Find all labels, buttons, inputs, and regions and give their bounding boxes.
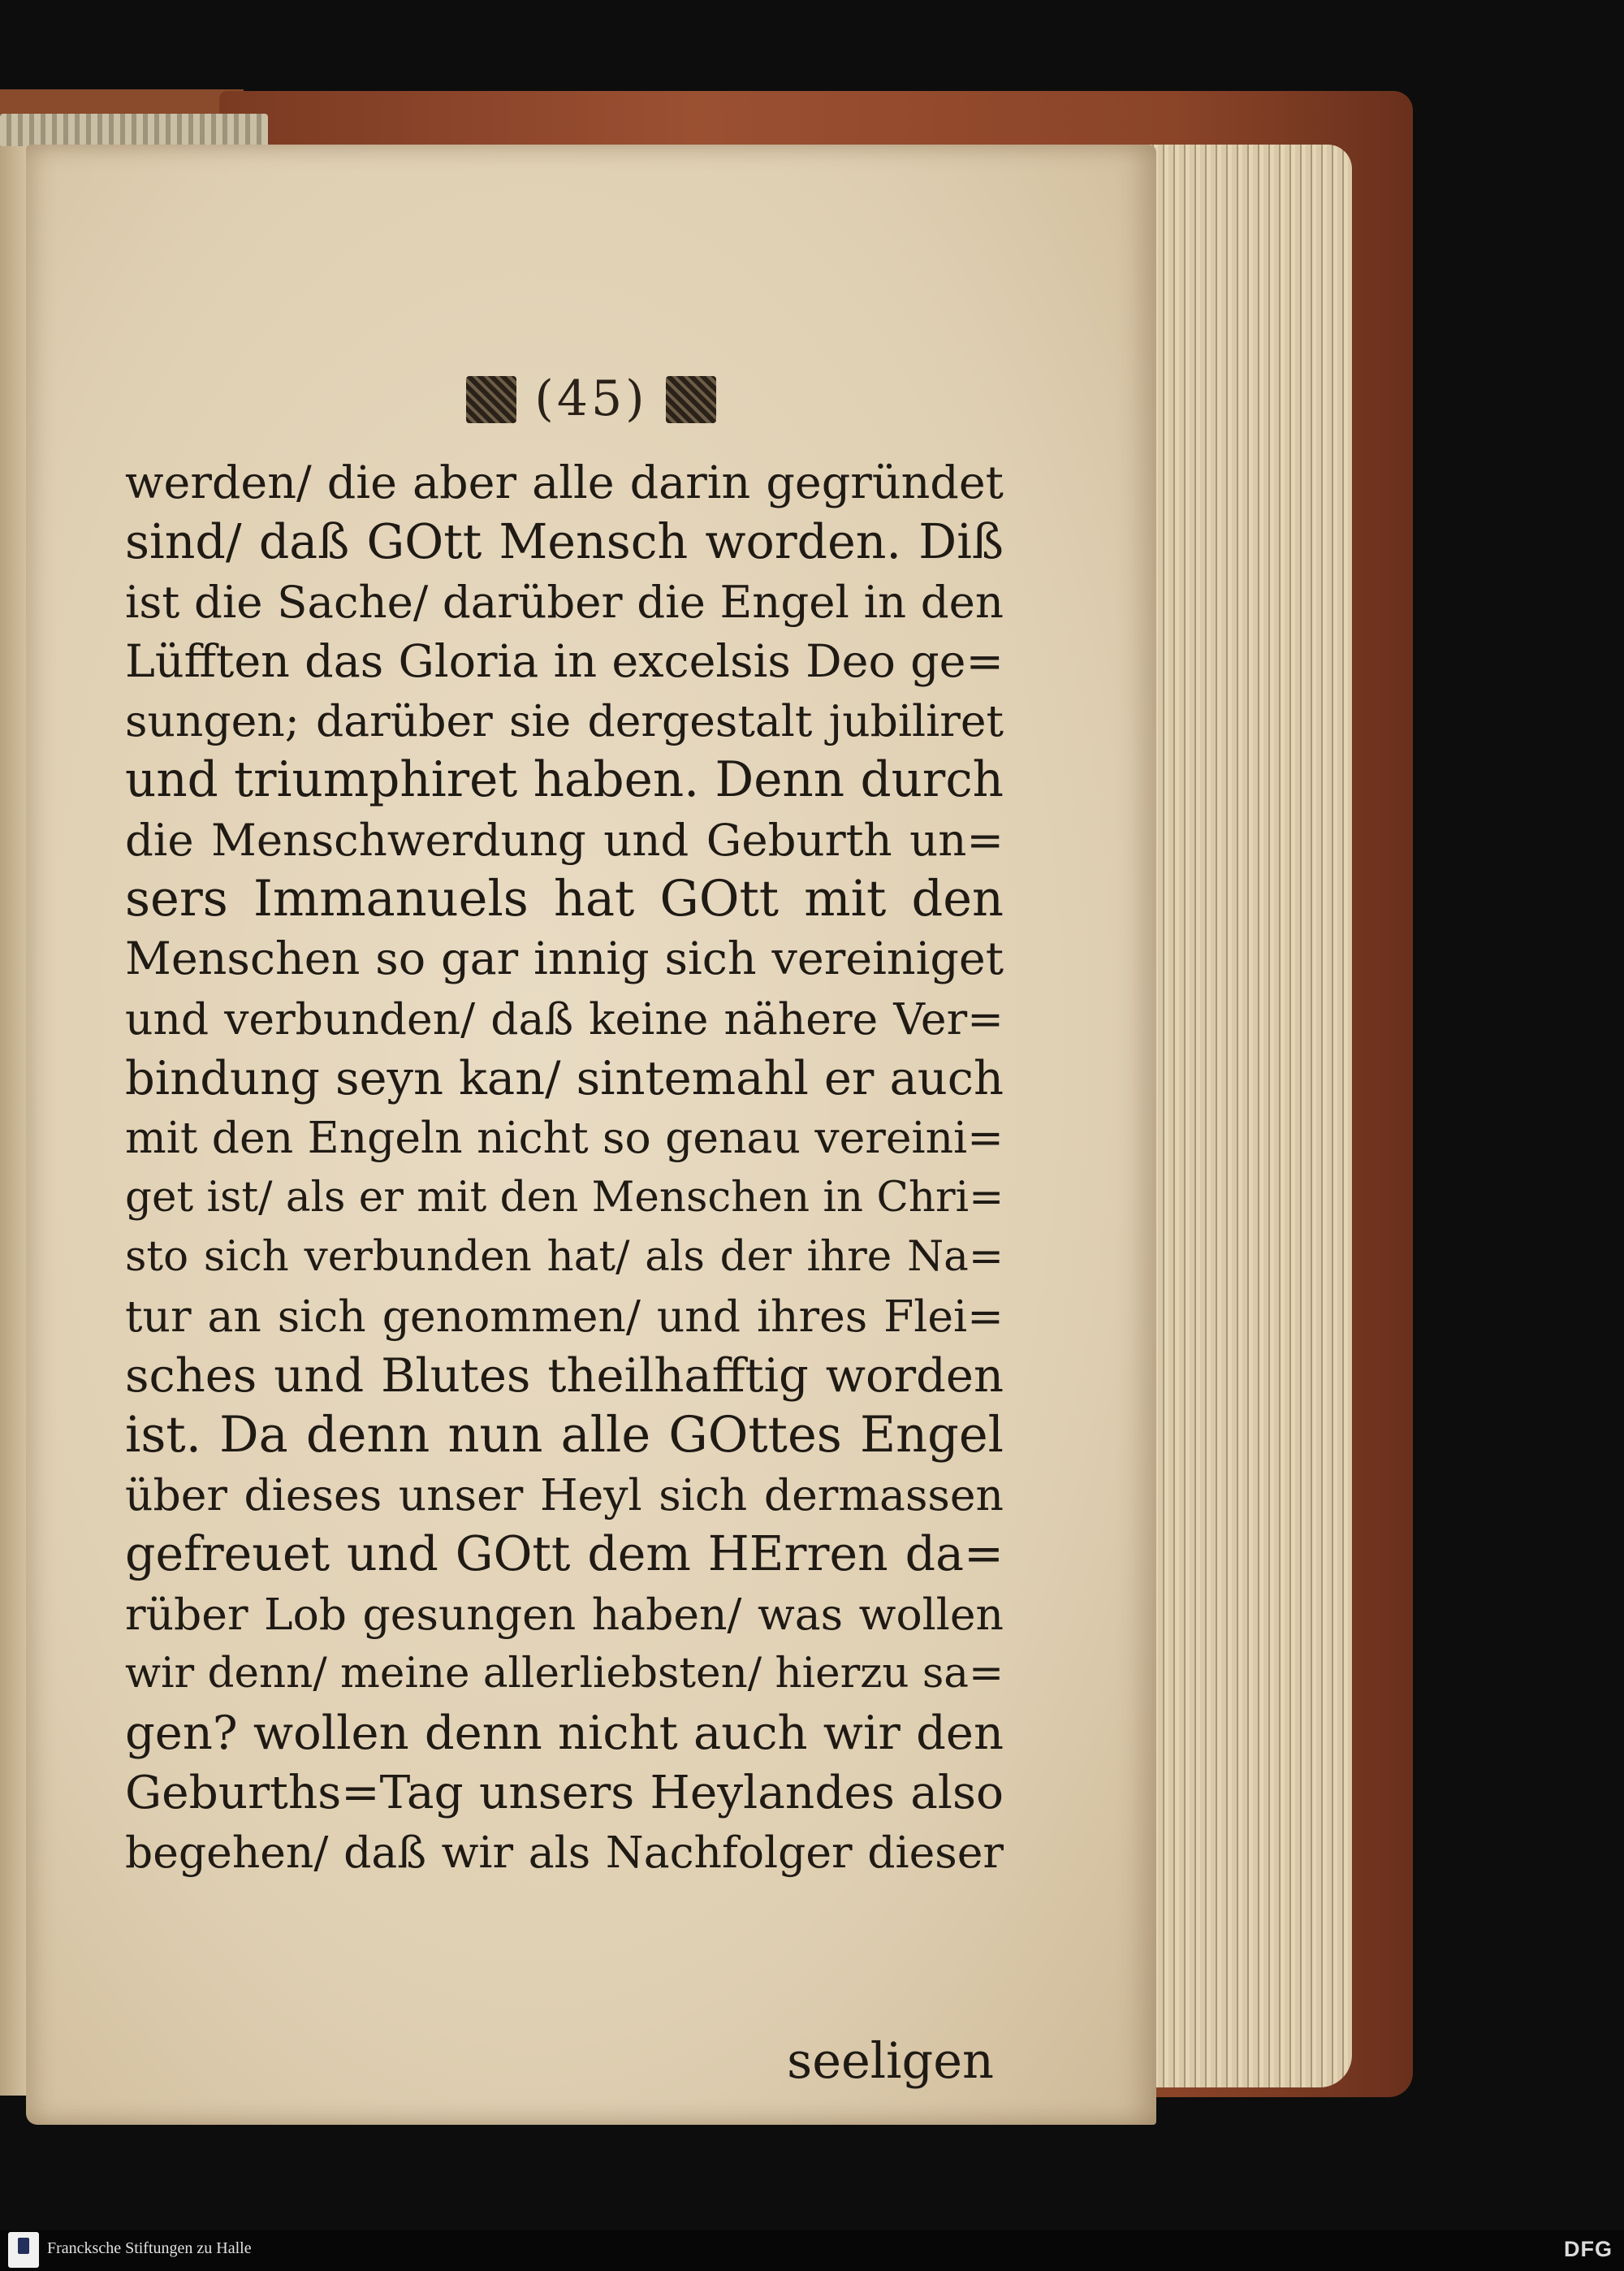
institution-name: Francksche Stiftungen zu Halle <box>47 2239 252 2257</box>
text-line: rüber Lob gesungen haben/ was wollen <box>125 1588 1004 1640</box>
text-line: die Menschwerdung und Geburth un= <box>125 813 1004 866</box>
text-line: sind/ daß GOtt Mensch worden. Diß <box>125 514 1004 570</box>
headband <box>0 114 268 148</box>
body-text <box>125 453 1004 2090</box>
text-line: sto sich verbunden hat/ als der ihre Na= <box>125 1231 1004 1281</box>
dfg-logo: DFG <box>1564 2237 1613 2261</box>
text-line: gen? wollen denn nicht auch wir den <box>125 1706 1004 1761</box>
text-line: wir denn/ meine allerliebsten/ hierzu sa= <box>125 1648 1004 1698</box>
text-line: sers Immanuels hat GOtt mit den <box>125 871 1004 928</box>
text-line: ist die Sache/ darüber die Engel in den <box>125 575 1004 628</box>
page-header <box>26 370 1156 427</box>
page-number: (45) <box>534 370 648 427</box>
text-line: sungen; darüber sie dergestalt jubiliret <box>125 695 1004 747</box>
text-line: ist. Da denn nun alle GOttes Engel <box>125 1406 1004 1464</box>
text-line: Menschen so gar innig sich vereiniget <box>125 932 1004 986</box>
text-line: über dieses unser Heyl sich dermassen <box>125 1469 1004 1521</box>
text-line: get ist/ als er mit den Menschen in Chri= <box>125 1172 1004 1222</box>
ornament-right-icon <box>666 376 716 423</box>
text-line: und triumphiret haben. Denn durch <box>125 752 1004 809</box>
page-edges <box>1137 145 1352 2087</box>
text-line: begehen/ daß wir als Nachfolger dieser <box>125 1826 1004 1878</box>
text-line: Lüfften das Gloria in excelsis Deo ge= <box>125 634 1004 688</box>
institution-logo-icon <box>8 2232 39 2268</box>
catchword: seeligen <box>787 2033 994 2090</box>
ornament-left-icon <box>466 376 516 423</box>
text-line: Geburths=Tag unsers Heylandes also <box>125 1766 1004 1819</box>
text-line: mit den Engeln nicht so genau vereini= <box>125 1112 1004 1164</box>
text-line: bindung seyn kan/ sintemahl er auch <box>125 1050 1004 1105</box>
book-page <box>26 145 1156 2125</box>
viewer-footer <box>0 2230 1624 2271</box>
text-line: gefreuet und GOtt dem HErren da= <box>125 1526 1004 1582</box>
text-line: sches und Blutes theilhafftig worden <box>125 1348 1004 1404</box>
text-line: werden/ die aber alle darin gegründet <box>125 456 1004 509</box>
text-line: und verbunden/ daß keine nähere Ver= <box>125 993 1004 1045</box>
text-line: tur an sich genommen/ und ihres Flei= <box>125 1291 1004 1343</box>
